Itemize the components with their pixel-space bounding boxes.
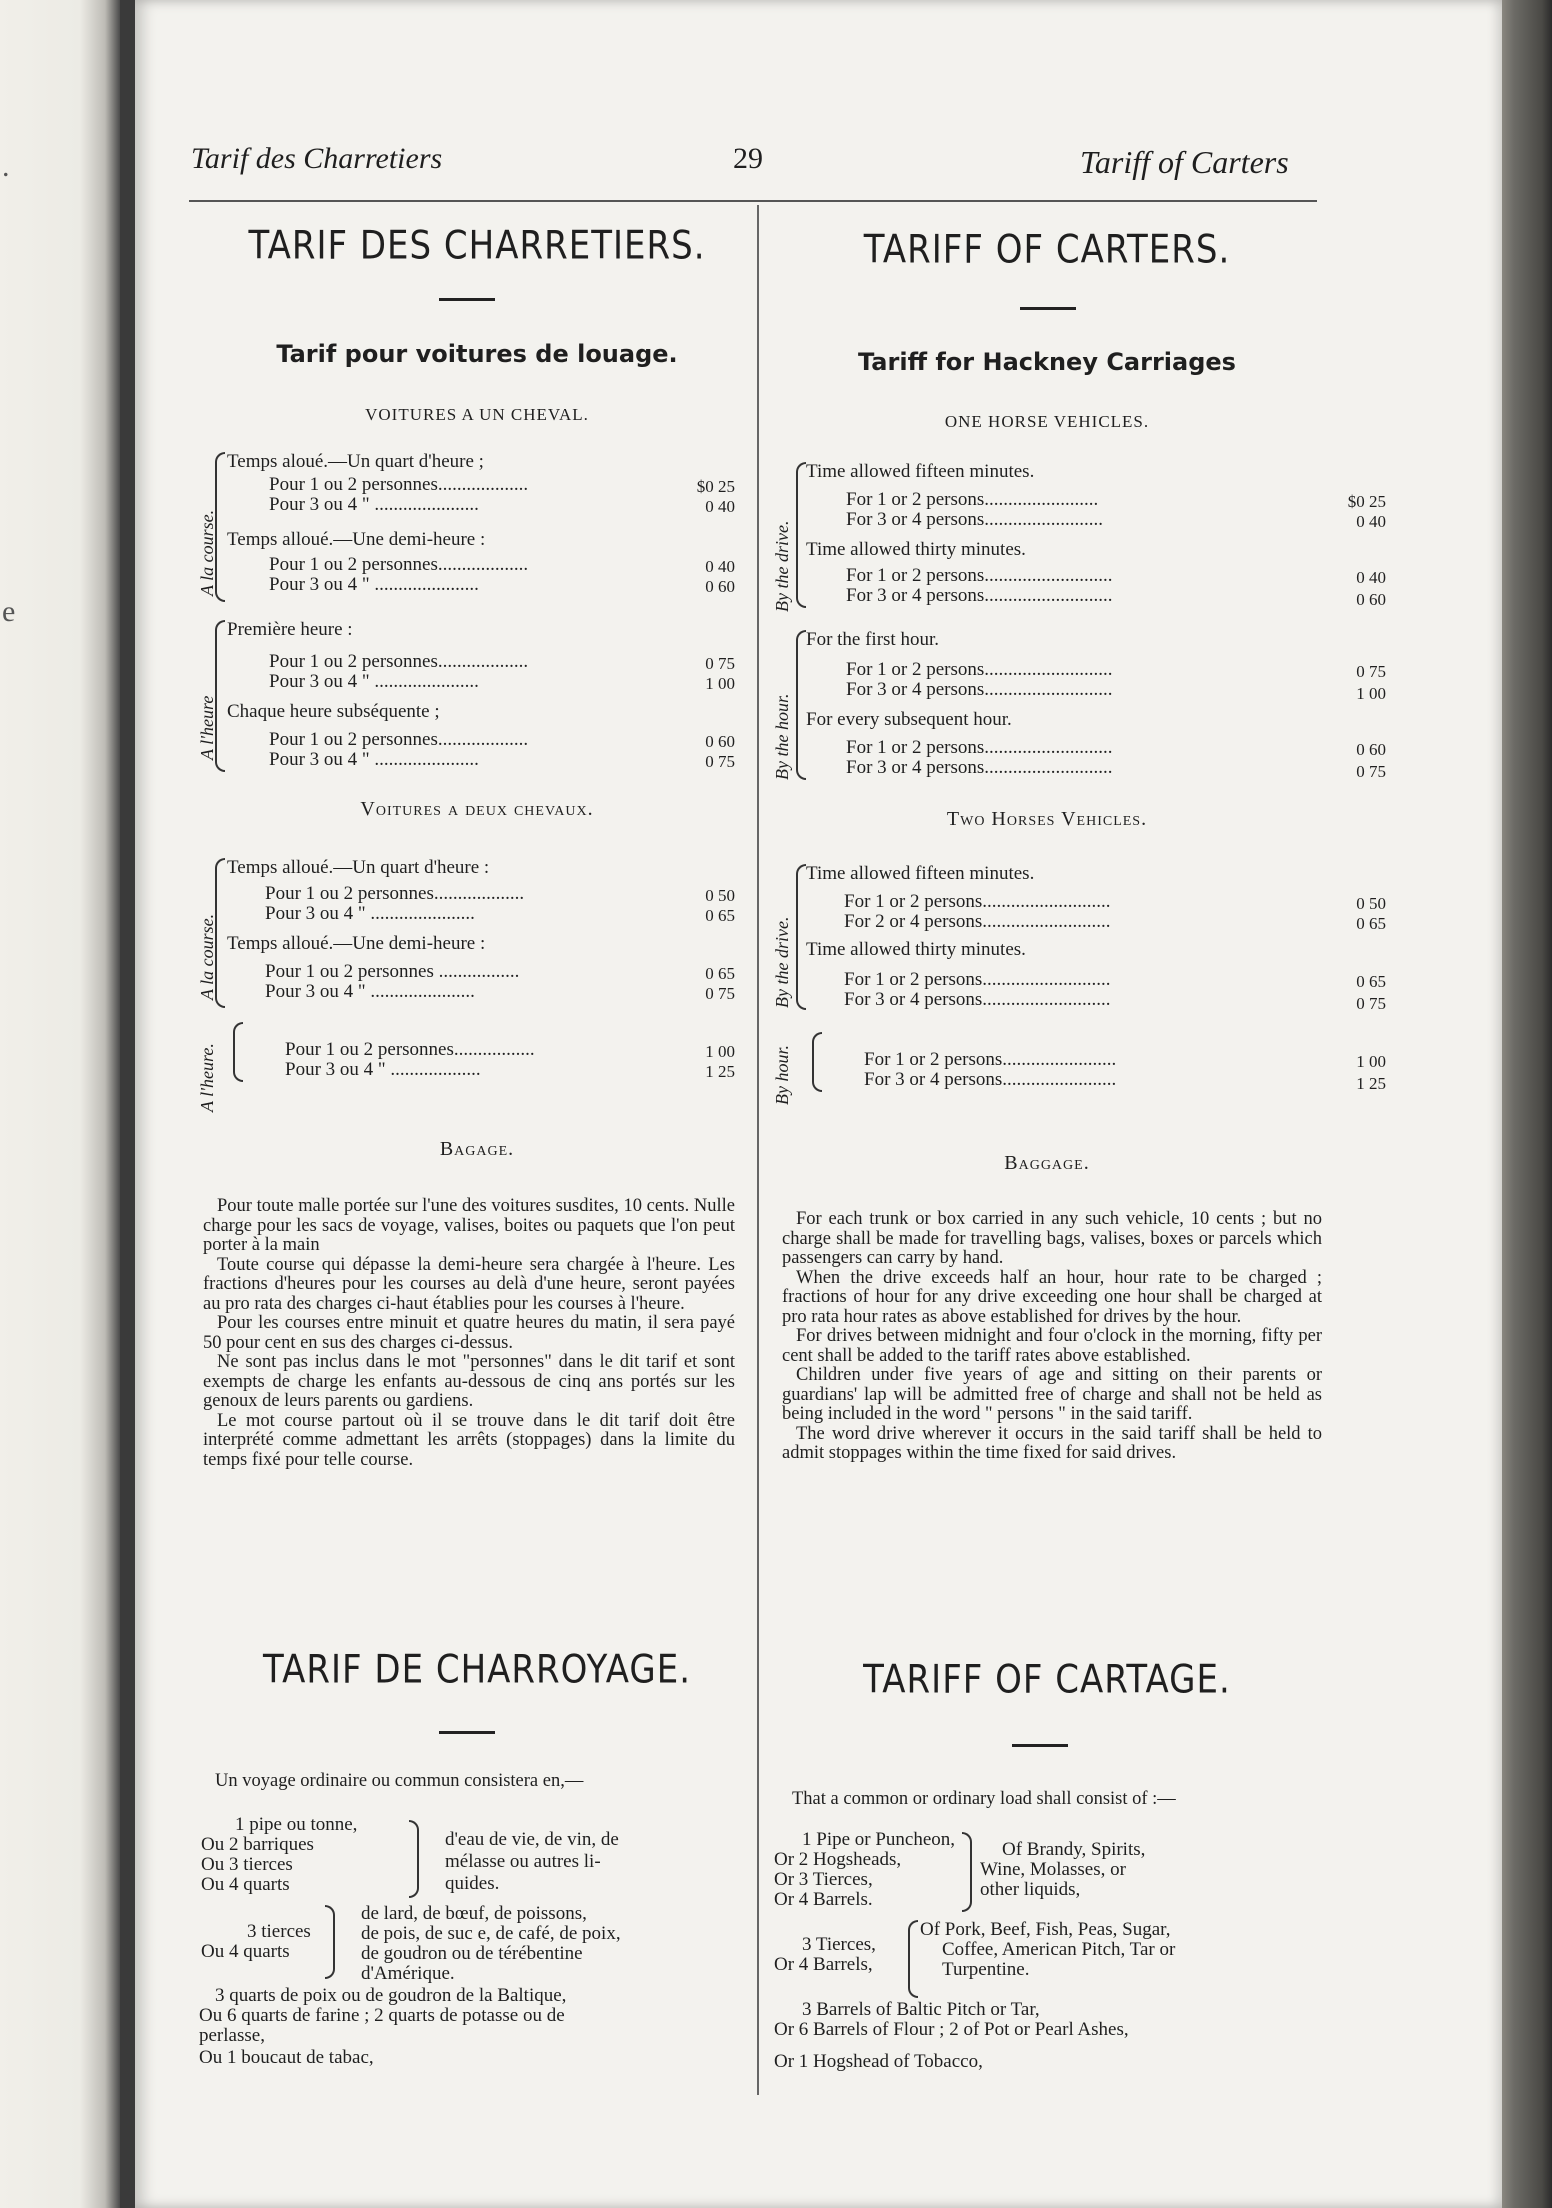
cartage-line: other liquids, xyxy=(980,1879,1081,1900)
french-subtitle: Tarif pour voitures de louage. xyxy=(276,340,678,368)
baggage-paragraph: For each trunk or box carried in any such vehicle, 10 cents ; but no charge shall be made for travelling bags, valises, boxes or parcels which passengers can carry by hand. xyxy=(782,1209,1322,1268)
facing-page-fragment: . xyxy=(2,150,10,183)
fare-line: For 1 or 2 persons........................... xyxy=(844,969,1111,990)
fare-price: 0 60 xyxy=(1356,590,1386,609)
fare-line: For 3 or 4 persons........................... xyxy=(844,989,1111,1010)
cartage-line: Ou 6 quarts de farine ; 2 quarts de potasse ou de xyxy=(199,2005,565,2026)
cartage-line: Ou 4 quarts xyxy=(201,1941,290,1962)
cartage-line: de goudron ou de térébentine xyxy=(361,1943,583,1964)
cartage-line: Of Brandy, Spirits, xyxy=(1002,1839,1146,1860)
cartage-line: Or 6 Barrels of Flour ; 2 of Pot or Pearl Ashes, xyxy=(774,2019,1129,2040)
fare-line: Pour 3 ou 4 " ................... xyxy=(285,1059,481,1080)
brace xyxy=(409,1820,419,1898)
side-label-heure: A l'heure. xyxy=(197,1043,217,1112)
french-title: TARIF DES CHARRETIERS. xyxy=(248,223,706,269)
cartage-title: TARIFF OF CARTAGE. xyxy=(863,1657,1231,1703)
fare-price: 1 00 xyxy=(1356,684,1386,703)
running-header-right: Tariff of Carters xyxy=(1080,144,1289,180)
fare-line: For 3 or 4 persons........................... xyxy=(846,679,1113,700)
cartage-line: Turpentine. xyxy=(942,1959,1030,1980)
fare-line: Pour 1 ou 2 personnes................... xyxy=(269,729,529,750)
fare-line: For 1 or 2 persons........................... xyxy=(846,737,1113,758)
fare-price: 0 60 xyxy=(705,732,735,751)
baggage-paragraph: Pour les courses entre minuit et quatre heures du matin, il sera payé 50 pour cent en sus des charges ci-dessus. xyxy=(203,1313,735,1353)
fare-line: Chaque heure subséquente ; xyxy=(227,701,440,722)
cartage-line: 3 Tierces, xyxy=(802,1934,876,1955)
fare-line: For 1 or 2 persons........................ xyxy=(846,489,1099,510)
cartage-line: Ou 2 barriques xyxy=(201,1834,314,1855)
cartage-line: Or 2 Hogsheads, xyxy=(774,1849,902,1870)
fare-price: 1 00 xyxy=(1356,1052,1386,1071)
fare-line: Pour 3 ou 4 " ...................... xyxy=(269,671,479,692)
fare-line: Time allowed thirty minutes. xyxy=(806,939,1026,960)
fare-price: 0 40 xyxy=(1356,512,1386,531)
cartage-line: d'Amérique. xyxy=(361,1963,455,1984)
fare-line: Pour 1 ou 2 personnes................. xyxy=(285,1039,535,1060)
cartage-line: quides. xyxy=(445,1873,500,1894)
baggage-paragraph: The word drive wherever it occurs in the said tariff shall be held to admit stoppages within the time fixed for said drives. xyxy=(782,1423,1322,1463)
fare-line: Pour 3 ou 4 " ...................... xyxy=(269,494,479,515)
side-label-hour: By the hour. xyxy=(772,693,792,780)
side-label-drive: By the drive. xyxy=(772,520,792,612)
brace xyxy=(325,1905,335,1979)
fare-price: 0 75 xyxy=(1356,994,1386,1013)
fare-price: 1 25 xyxy=(705,1062,735,1081)
facing-page-fragment: e xyxy=(2,595,16,628)
fare-line: For 2 or 4 persons........................... xyxy=(844,911,1111,932)
fare-line: Pour 3 ou 4 " ...................... xyxy=(265,903,475,924)
fare-line: For 1 or 2 persons........................... xyxy=(846,659,1113,680)
fare-price: 0 40 xyxy=(1356,568,1386,587)
fare-line: Pour 3 ou 4 " ...................... xyxy=(269,574,479,595)
fare-line: Pour 1 ou 2 personnes................... xyxy=(265,883,525,904)
cartage-intro xyxy=(201,1772,733,1792)
fare-line: Time allowed thirty minutes. xyxy=(806,539,1026,560)
fare-line: For every subsequent hour. xyxy=(806,709,1012,730)
fare-price: 1 00 xyxy=(705,1042,735,1061)
page-number: 29 xyxy=(733,142,763,175)
side-label-hour: By hour. xyxy=(772,1045,792,1105)
english-title: TARIFF OF CARTERS. xyxy=(863,227,1231,273)
fare-line: Temps alloué.—Un quart d'heure : xyxy=(227,857,490,878)
cartage-line: Wine, Molasses, or xyxy=(980,1859,1126,1880)
cartage-line: 3 tierces xyxy=(247,1921,311,1942)
cartage-line: mélasse ou autres li- xyxy=(445,1851,601,1872)
cartage-intro-text: That a common or ordinary load shall consist of :— xyxy=(792,1789,1176,1809)
one-horse-heading: ONE HORSE VEHICLES. xyxy=(944,412,1150,431)
brace xyxy=(215,858,225,1008)
title-dash xyxy=(439,298,495,301)
baggage-heading: Bagage. xyxy=(439,1138,515,1160)
side-label-heure: A l'heure xyxy=(197,695,217,760)
two-horses-heading: Two Horses Vehicles. xyxy=(946,808,1148,830)
brace xyxy=(908,1920,918,1998)
fare-line: Pour 3 ou 4 " ...................... xyxy=(265,981,475,1002)
fare-price: 0 75 xyxy=(1356,762,1386,781)
cartage-line: d'eau de vie, de vin, de xyxy=(445,1829,619,1850)
fare-price: $0 25 xyxy=(696,477,735,496)
fare-price: 0 65 xyxy=(705,964,735,983)
fare-price: 0 65 xyxy=(705,906,735,925)
title-dash xyxy=(439,1731,495,1734)
cartage-line: de lard, de bœuf, de poissons, xyxy=(361,1903,587,1924)
baggage-paragraph: For drives between midnight and four o'clock in the morning, fifty per cent shall be added to the tariff rates above established. xyxy=(782,1326,1322,1366)
brace xyxy=(796,462,806,608)
fare-line: Temps alloué.—Une demi-heure : xyxy=(227,933,486,954)
header-rule xyxy=(189,200,1317,202)
fare-line: For 1 or 2 persons........................... xyxy=(844,891,1111,912)
fare-line: Première heure : xyxy=(227,619,353,640)
fare-price: $0 25 xyxy=(1347,492,1386,511)
fare-price: 1 00 xyxy=(705,674,735,693)
fare-line: Pour 1 ou 2 personnes................... xyxy=(269,554,529,575)
fare-line: For 3 or 4 persons........................... xyxy=(846,585,1113,606)
fare-line: Pour 1 ou 2 personnes................... xyxy=(269,474,529,495)
cartage-line: Ou 4 quarts xyxy=(201,1874,290,1895)
side-label-drive: By the drive. xyxy=(772,916,792,1008)
cartage-line: Or 3 Tierces, xyxy=(774,1869,873,1890)
fare-price: 0 60 xyxy=(1356,740,1386,759)
fare-price: 0 40 xyxy=(705,557,735,576)
fare-price: 0 75 xyxy=(705,654,735,673)
baggage-paragraph: Ne sont pas inclus dans le mot "personnes" dans le dit tarif et sont exempts de charge les enfants au-dessous de cinq ans portés sur les genoux de leurs parents ou gardiens. xyxy=(203,1352,735,1411)
two-horses-heading: Voitures a deux chevaux. xyxy=(360,798,594,820)
fare-price: 0 40 xyxy=(705,497,735,516)
brace xyxy=(215,452,225,602)
fare-line: Pour 3 ou 4 " ...................... xyxy=(269,749,479,770)
cartage-line: Or 1 Hogshead of Tobacco, xyxy=(774,2051,983,2072)
fare-price: 0 60 xyxy=(705,577,735,596)
one-horse-heading: VOITURES A UN CHEVAL. xyxy=(365,405,589,424)
cartage-line: perlasse, xyxy=(199,2025,265,2046)
facing-page-edge xyxy=(0,0,120,2208)
fare-price: 0 75 xyxy=(705,984,735,1003)
fare-price: 0 75 xyxy=(705,752,735,771)
brace xyxy=(962,1832,972,1912)
fare-price: 1 25 xyxy=(1356,1074,1386,1093)
cartage-line: Or 4 Barrels. xyxy=(774,1889,873,1910)
cartage-line: Of Pork, Beef, Fish, Peas, Sugar, xyxy=(920,1919,1171,1940)
brace xyxy=(215,620,225,772)
fare-line: Pour 1 ou 2 personnes ................. xyxy=(265,961,520,982)
fare-line: For 3 or 4 persons........................... xyxy=(846,757,1113,778)
baggage-paragraph: Toute course qui dépasse la demi-heure sera chargée à l'heure. Les fractions d'heures pour les courses au delà d'une heure, seront payées au pro rata des charges ci-haut établies pour les courses à l'heure. xyxy=(203,1254,735,1314)
cartage-line: 1 pipe ou tonne, xyxy=(235,1814,358,1835)
title-dash xyxy=(1012,1744,1068,1747)
fare-price: 0 75 xyxy=(1356,662,1386,681)
baggage-paragraph: When the drive exceeds half an hour, hour rate to be charged ; fractions of hour for any drive exceeding one hour shall be charged at pro rata hour rates as above established for drives by the hour. xyxy=(782,1267,1322,1327)
baggage-paragraph: Children under five years of age and sitting on their parents or guardians' lap will be admitted free of charge and shall not be held as being included in the word " persons " in the said tariff. xyxy=(782,1365,1322,1424)
fare-price: 0 50 xyxy=(1356,894,1386,913)
side-label-course: A la course. xyxy=(197,509,217,596)
brace xyxy=(233,1022,243,1082)
baggage-text xyxy=(203,1197,735,1470)
cartage-line: Ou 3 tierces xyxy=(201,1854,293,1875)
book-edge xyxy=(1502,0,1552,2208)
fare-line: For the first hour. xyxy=(806,629,939,650)
side-label-course: A la course. xyxy=(197,913,217,1000)
cartage-intro xyxy=(778,1790,1318,1810)
fare-price: 0 65 xyxy=(1356,972,1386,991)
column-divider xyxy=(757,205,759,2095)
fare-line: For 3 or 4 persons......................... xyxy=(846,509,1104,530)
title-dash xyxy=(1020,307,1076,310)
baggage-paragraph: Pour toute malle portée sur l'une des voitures susdites, 10 cents. Nulle charge pour les sacs de voyage, valises, boites ou paquets que l'on peut porter à la main xyxy=(203,1196,735,1255)
baggage-heading: Baggage. xyxy=(1004,1152,1090,1174)
fare-line: Time allowed fifteen minutes. xyxy=(806,863,1035,884)
brace xyxy=(812,1032,822,1092)
cartage-line: 3 quarts de poix ou de goudron de la Baltique, xyxy=(215,1985,567,2006)
fare-line: Time allowed fifteen minutes. xyxy=(806,461,1035,482)
fare-line: Temps aloué.—Un quart d'heure ; xyxy=(227,451,484,472)
cartage-line: Coffee, American Pitch, Tar or xyxy=(942,1939,1176,1960)
fare-line: For 1 or 2 persons........................... xyxy=(846,565,1113,586)
english-subtitle: Tariff for Hackney Carriages xyxy=(858,348,1236,376)
fare-line: For 3 or 4 persons........................ xyxy=(864,1069,1117,1090)
brace xyxy=(796,630,806,780)
cartage-intro-text: Un voyage ordinaire ou commun consistera en,— xyxy=(215,1771,584,1791)
running-header-left: Tarif des Charretiers xyxy=(191,142,443,175)
fare-line: Temps alloué.—Une demi-heure : xyxy=(227,529,486,550)
baggage-text xyxy=(782,1210,1322,1464)
cartage-line: 3 Barrels of Baltic Pitch or Tar, xyxy=(802,1999,1040,2020)
cartage-line: Ou 1 boucaut de tabac, xyxy=(199,2047,374,2068)
fare-line: Pour 1 ou 2 personnes................... xyxy=(269,651,529,672)
fare-price: 0 65 xyxy=(1356,914,1386,933)
cartage-line: 1 Pipe or Puncheon, xyxy=(802,1829,956,1850)
cartage-line: de pois, de suc e, de café, de poix, xyxy=(361,1923,621,1944)
fare-line: For 1 or 2 persons........................ xyxy=(864,1049,1117,1070)
cartage-title: TARIF DE CHARROYAGE. xyxy=(262,1647,692,1693)
baggage-paragraph: Le mot course partout où il se trouve dans le dit tarif doit être interprété comme admettant les arrêts (stoppages) dans la limite du temps fixé pour telle course. xyxy=(203,1410,735,1470)
cartage-line: Or 4 Barrels, xyxy=(774,1954,873,1975)
fare-price: 0 50 xyxy=(705,886,735,905)
brace xyxy=(796,864,806,1010)
